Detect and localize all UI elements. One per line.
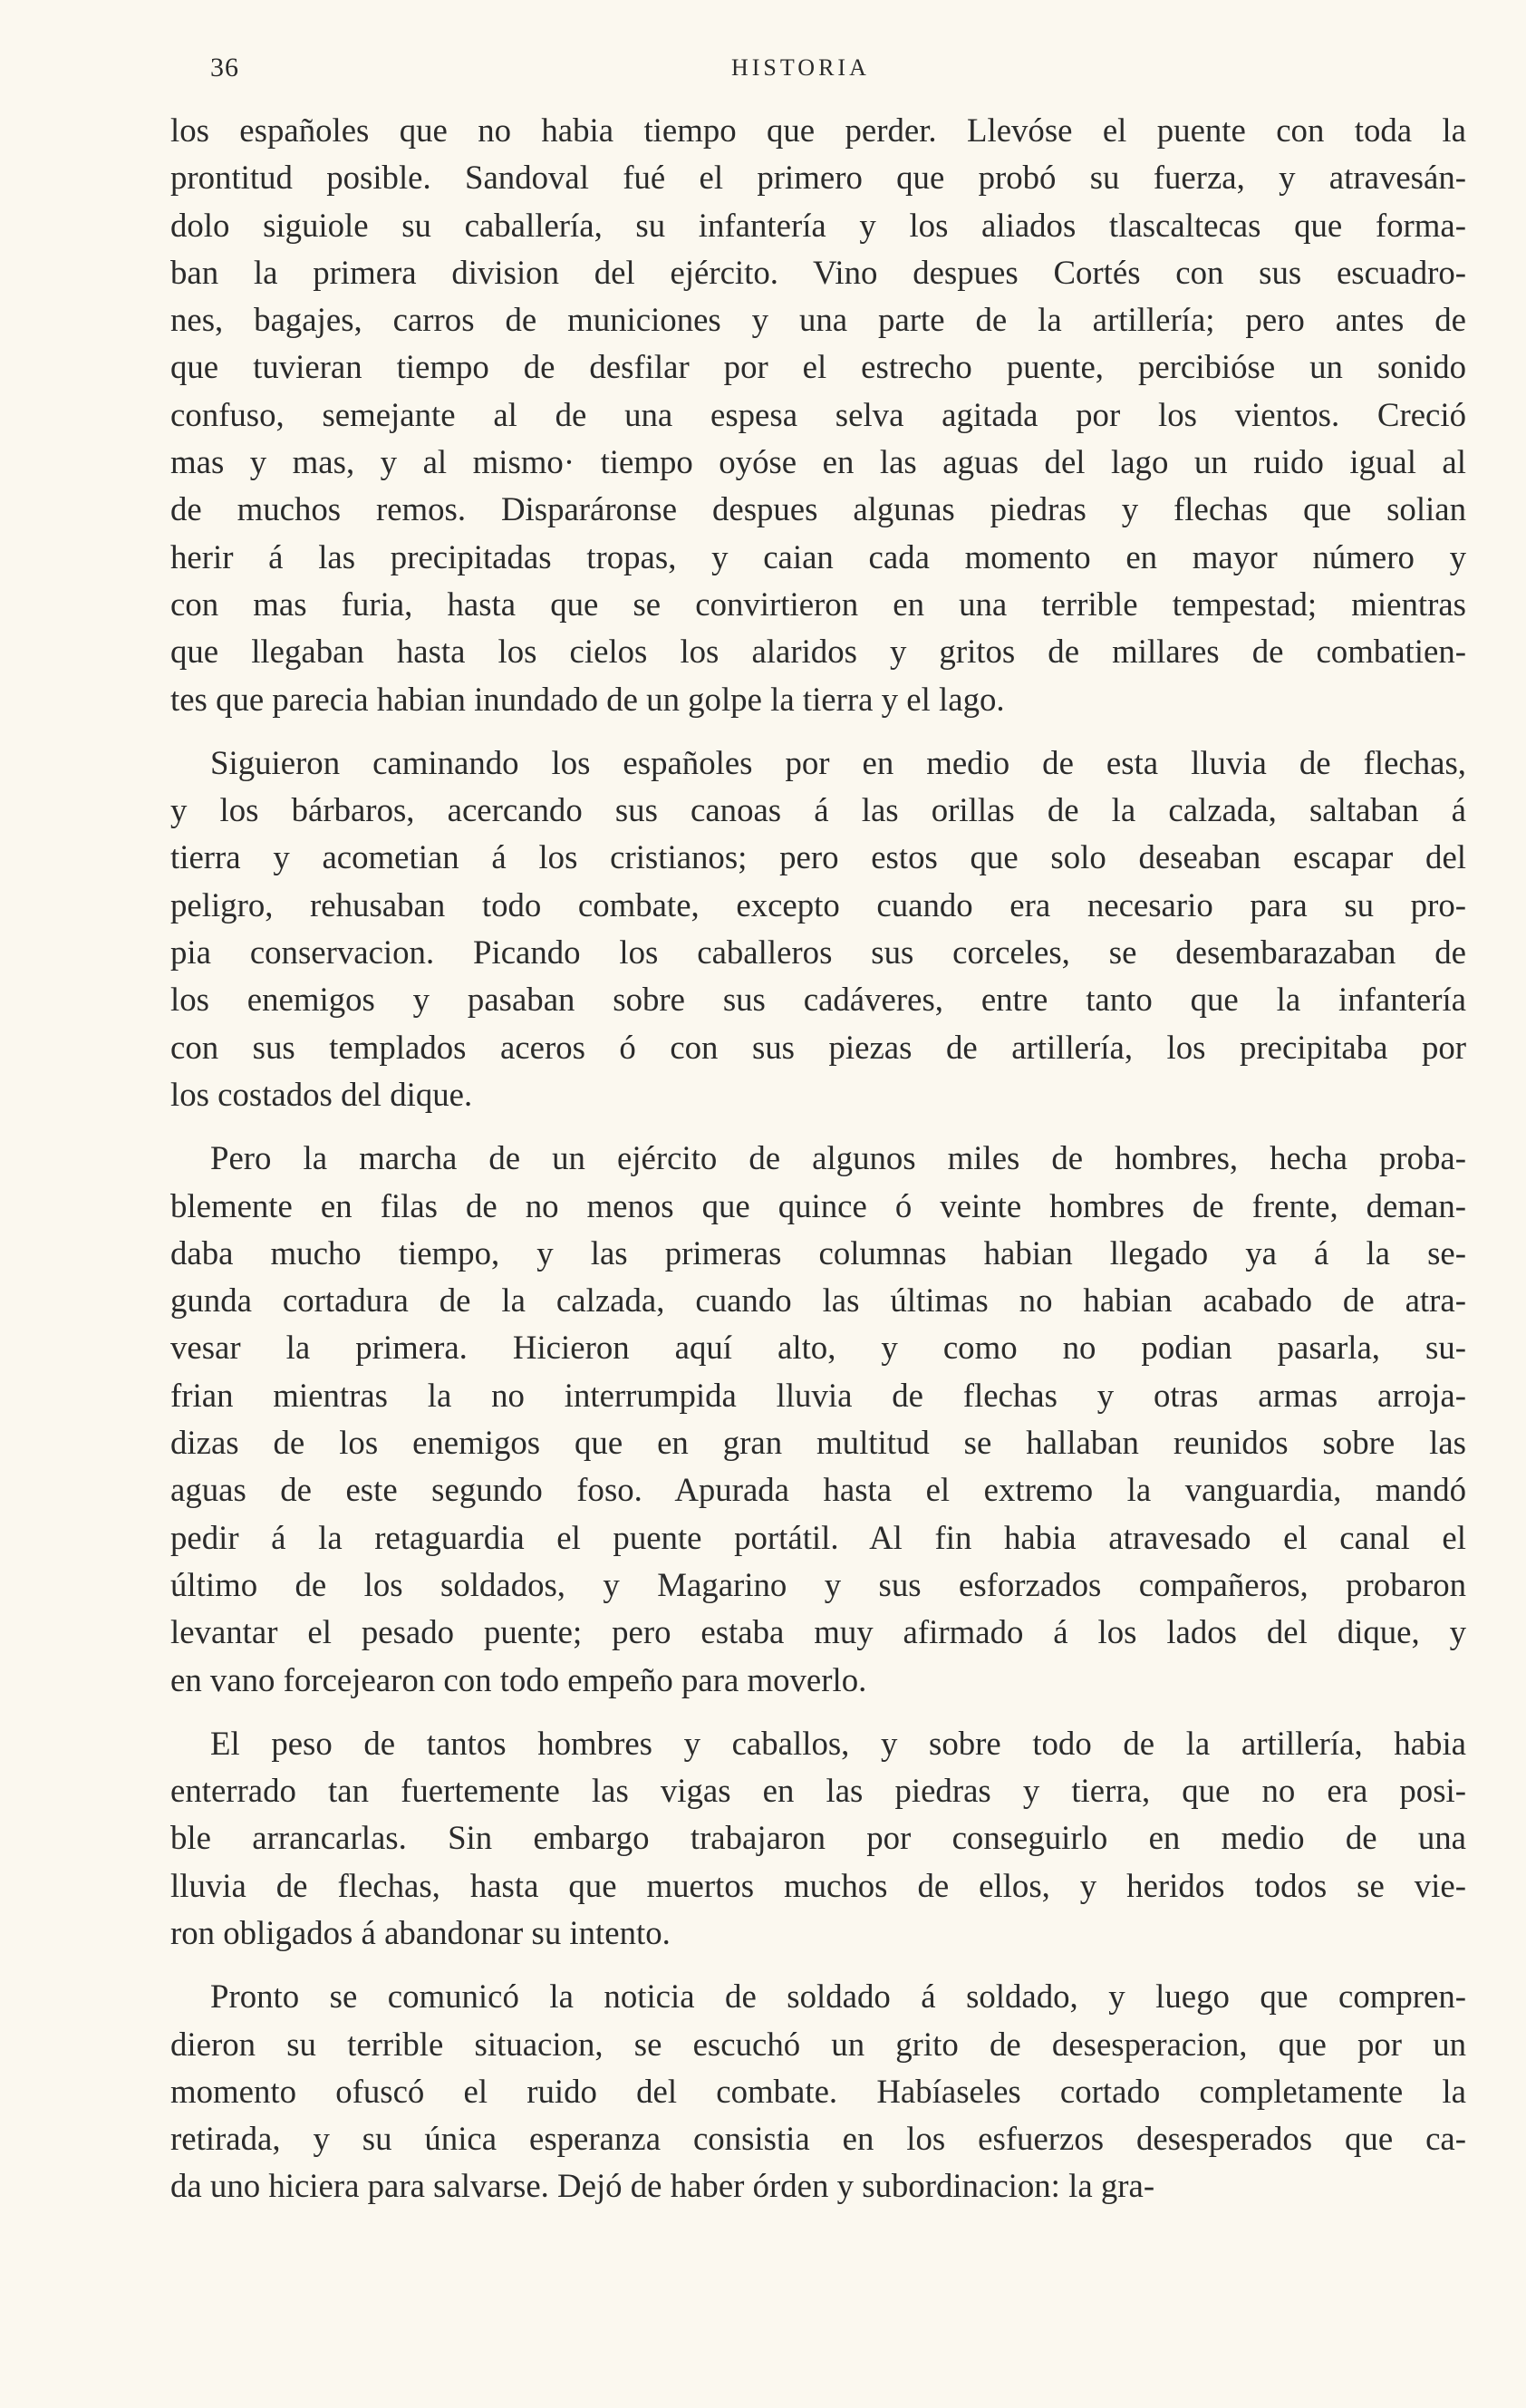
text-line: Pero la marcha de un ejército de algunos miles de hombres, hecha proba- <box>210 1139 1466 1177</box>
text-line: retirada, y su única esperanza consistia en los esfuerzos desesperados que ca- <box>170 2120 1466 2158</box>
paragraph <box>170 1973 1466 2210</box>
text-line: mas y mas, y al mismo· tiempo oyóse en las aguas del lago un ruido igual al <box>170 443 1466 481</box>
text-line: los enemigos y pasaban sobre sus cadáveres, entre tanto que la infantería <box>170 981 1466 1019</box>
text-line: levantar el pesado puente; pero estaba muy afirmado á los lados del dique, y <box>170 1613 1466 1651</box>
paragraph-gap <box>170 1957 1466 1973</box>
paragraph <box>170 1720 1466 1957</box>
text-line: ron obligados á abandonar su intento. <box>170 1913 671 1951</box>
page-header <box>210 53 1461 96</box>
text-line: El peso de tantos hombres y caballos, y sobre todo de la artillería, habia <box>210 1724 1466 1762</box>
text-line: vesar la primera. Hicieron aquí alto, y como no podian pasarla, su- <box>170 1329 1466 1367</box>
text-line: con sus templados aceros ó con sus piezas de artillería, los precipitaba por <box>170 1028 1466 1066</box>
text-line: tierra y acometian á los cristianos; pero estos que solo deseaban escapar del <box>170 838 1466 876</box>
text-line: tes que parecia habian inundado de un golpe la tierra y el lago. <box>170 680 1005 718</box>
paragraph <box>170 740 1466 1118</box>
paragraph-gap <box>170 723 1466 740</box>
paragraph-gap <box>170 1704 1466 1720</box>
text-line: Siguieron caminando los españoles por en medio de esta lluvia de flechas, <box>210 743 1466 781</box>
text-line: que tuvieran tiempo de desfilar por el estrecho puente, percibióse un sonido <box>170 348 1466 386</box>
text-line: pedir á la retaguardia el puente portátil. Al fin habia atravesado el canal el <box>170 1518 1466 1556</box>
text-line: dolo siguiole su caballería, su infantería y los aliados tlascaltecas que forma- <box>170 206 1466 244</box>
paragraph-gap <box>170 1118 1466 1135</box>
running-head: HISTORIA <box>731 54 870 81</box>
text-line: gunda cortadura de la calzada, cuando las últimas no habian acabado de atra- <box>170 1281 1466 1320</box>
text-line: confuso, semejante al de una espesa selva agitada por los vientos. Creció <box>170 395 1466 433</box>
text-line: pia conservacion. Picando los caballeros sus corceles, se desembarazaban de <box>170 933 1466 972</box>
text-line: blemente en filas de no menos que quince ó veinte hombres de frente, deman- <box>170 1186 1466 1224</box>
text-line: herir á las precipitadas tropas, y caian cada momento en mayor número y <box>170 537 1466 575</box>
text-line: momento ofuscó el ruido del combate. Habíaseles cortado completamente la <box>170 2072 1466 2110</box>
text-line: en vano forcejearon con todo empeño para moverlo. <box>170 1660 867 1698</box>
text-line: daba mucho tiempo, y las primeras columnas habian llegado ya á la se- <box>170 1233 1466 1272</box>
text-line: dizas de los enemigos que en gran multitud se hallaban reunidos sobre las <box>170 1424 1466 1462</box>
text-line: frian mientras la no interrumpida lluvia de flechas y otras armas arroja- <box>170 1376 1466 1414</box>
body-text <box>170 107 1466 2210</box>
text-line: los costados del dique. <box>170 1075 473 1113</box>
text-line: los españoles que no habia tiempo que perder. Llevóse el puente con toda la <box>170 111 1466 149</box>
text-line: da uno hiciera para salvarse. Dejó de haber órden y subordinacion: la gra- <box>170 2167 1155 2205</box>
text-line: nes, bagajes, carros de municiones y una parte de la artillería; pero antes de <box>170 301 1466 339</box>
page-number: 36 <box>210 53 239 82</box>
paragraph <box>170 1135 1466 1704</box>
text-line: prontitud posible. Sandoval fué el primero que probó su fuerza, y atravesán- <box>170 159 1466 197</box>
text-line: enterrado tan fuertemente las vigas en las piedras y tierra, que no era posi- <box>170 1772 1466 1810</box>
text-line: con mas furia, hasta que se convirtieron en una terrible tempestad; mientras <box>170 585 1466 623</box>
text-line: lluvia de flechas, hasta que muertos muchos de ellos, y heridos todos se vie- <box>170 1866 1466 1904</box>
text-line: último de los soldados, y Magarino y sus esforzados compañeros, probaron <box>170 1565 1466 1603</box>
text-line: de muchos remos. Disparáronse despues algunas piedras y flechas que solian <box>170 490 1466 528</box>
paragraph <box>170 107 1466 723</box>
text-line: dieron su terrible situacion, se escuchó un grito de desesperacion, que por un <box>170 2025 1466 2063</box>
text-line: aguas de este segundo foso. Apurada hasta el extremo la vanguardia, mandó <box>170 1471 1466 1509</box>
text-line: ble arrancarlas. Sin embargo trabajaron por conseguirlo en medio de una <box>170 1819 1466 1857</box>
text-line: Pronto se comunicó la noticia de soldado á soldado, y luego que compren- <box>210 1978 1466 2016</box>
text-line: ban la primera division del ejército. Vino despues Cortés con sus escuadro- <box>170 253 1466 291</box>
text-line: y los bárbaros, acercando sus canoas á las orillas de la calzada, saltaban á <box>170 791 1466 829</box>
text-line: que llegaban hasta los cielos los alaridos y gritos de millares de combatien- <box>170 633 1466 671</box>
text-line: peligro, rehusaban todo combate, excepto cuando era necesario para su pro- <box>170 885 1466 924</box>
